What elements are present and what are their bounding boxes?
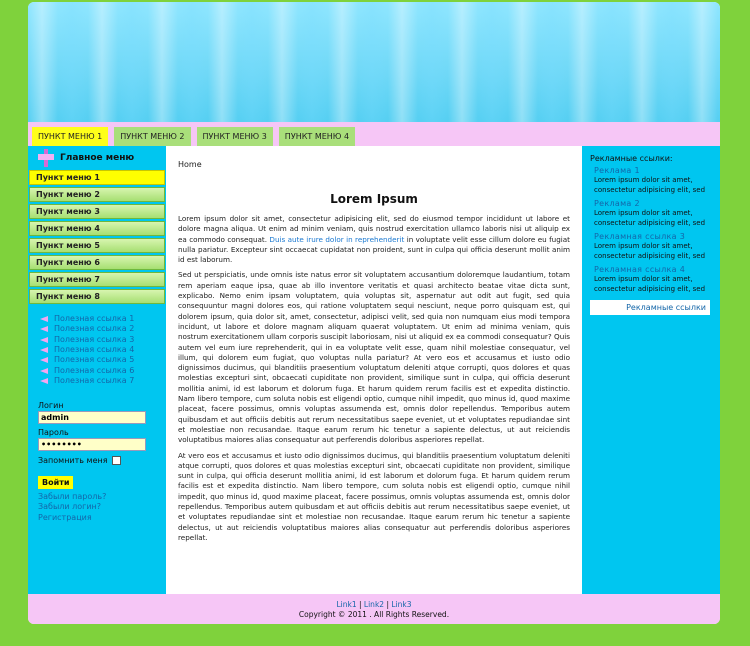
- arrow-left-icon: [40, 347, 48, 353]
- login-button[interactable]: Войти: [38, 476, 73, 489]
- ad-title[interactable]: Рекламная ссылка 4: [594, 265, 686, 274]
- site: [28, 2, 720, 624]
- useful-link[interactable]: Полезная ссылка 5: [40, 355, 166, 365]
- top-navigation: [28, 122, 720, 146]
- sidebar-item-1[interactable]: Пункт меню 1: [29, 170, 165, 185]
- arrow-left-icon: [40, 378, 48, 384]
- ad-text: Lorem ipsum dolor sit amet, consectetur adipisicing elit, sed: [594, 242, 706, 260]
- login-form: [28, 386, 166, 523]
- main-content: [166, 146, 582, 594]
- paragraph-1: Lorem ipsum dolor sit amet, consectetur adipisicing elit, sed do eiusmod tempor incididunt ut labore et dolore magna aliqua. Ut enim ad minim veniam, quis nostrud exercitation ullamco laboris nisi ut aliquip ex ea commodo consequat. Duis aute irure dolor in reprehenderit in voluptate velit esse cillum dolore eu fugiat nulla pariatur. Excepteur sint occaecat cupidatat non proident, sunt in culpa qui officia deserunt mollit anim id est laborum.: [178, 214, 570, 265]
- login-input[interactable]: admin: [38, 411, 146, 424]
- remember-checkbox[interactable]: [112, 456, 121, 465]
- ad-text: Lorem ipsum dolor sit amet, consectetur adipisicing elit, sed: [594, 176, 706, 194]
- page-title: Lorem Ipsum: [330, 192, 418, 206]
- footer-links: Link1 | Link2 | Link3: [336, 600, 412, 609]
- footer-link-1[interactable]: Link1: [336, 600, 357, 609]
- register-link[interactable]: Регистрация: [38, 512, 92, 522]
- useful-link[interactable]: Полезная ссылка 6: [40, 365, 166, 375]
- arrow-left-icon: [40, 326, 48, 332]
- arrow-left-icon: [40, 368, 48, 374]
- ads-heading: Рекламные ссылки:: [590, 154, 673, 163]
- login-label: Логин: [38, 401, 64, 411]
- arrow-left-icon: [40, 316, 48, 322]
- inline-link[interactable]: Duis aute irure dolor in reprehenderit: [269, 234, 405, 244]
- left-sidebar: [28, 146, 166, 594]
- sidebar-item-4[interactable]: Пункт меню 4: [29, 221, 165, 236]
- ad-title[interactable]: Рекламная ссылка 3: [594, 232, 686, 241]
- copyright: Copyright © 2011 . All Rights Reserved.: [298, 610, 450, 619]
- ad-title[interactable]: Реклама 2: [594, 199, 640, 208]
- ads-button[interactable]: Рекламные ссылки: [590, 300, 710, 315]
- password-input[interactable]: ••••••••: [38, 438, 146, 451]
- tab-menu-2[interactable]: ПУНКТ МЕНЮ 2: [114, 127, 190, 146]
- tab-menu-4[interactable]: ПУНКТ МЕНЮ 4: [279, 127, 355, 146]
- password-label: Пароль: [38, 428, 69, 438]
- arrow-left-icon: [40, 357, 48, 363]
- useful-link[interactable]: Полезная ссылка 4: [40, 345, 166, 355]
- sidebar-item-6[interactable]: Пункт меню 6: [29, 255, 165, 270]
- main-menu-heading: [28, 146, 166, 170]
- header-banner: [28, 2, 720, 122]
- footer-link-3[interactable]: Link3: [391, 600, 412, 609]
- menu-flag-icon: [38, 149, 54, 167]
- ad-title[interactable]: Реклама 1: [594, 166, 640, 175]
- footer: [28, 594, 720, 624]
- useful-link[interactable]: Полезная ссылка 7: [40, 376, 166, 386]
- sidebar-item-2[interactable]: Пункт меню 2: [29, 187, 165, 202]
- forgot-login-link[interactable]: Забыли логин?: [38, 502, 102, 512]
- paragraph-2: Sed ut perspiciatis, unde omnis iste natus error sit voluptatem accusantium doloremque laudantium, totam rem aperiam eaque ipsa, quae ab illo inventore veritatis et quasi architecto beatae vitae dicta sunt, explicabo. Nemo enim ipsam voluptatem, quia voluptas sit, aspernatur aut odit aut fugit, sed quia consequuntur magni dolores eos, qui ratione voluptatem sequi nesciunt, neque porro quisquam est, qui dolorem ipsum, quia dolor sit, amet, consectetur, adipisci velit, sed quia non numquam eius modi tempora incidunt, ut labore et dolore magnam aliquam quaerat voluptatem. Ut enim ad minima veniam, quis nostrum exercitationem ullam corporis suscipit laboriosam, nisi ut aliquid ex ea commodi consequatur? Quis autem vel eum iure reprehenderit, qui in ea voluptate velit esse, quam nihil molestiae consequatur, vel illum, qui dolorem eum fugiat, quo voluptas nulla pariatur? At vero eos et accusamus et iusto odio dignissimos ducimus, qui blanditiis praesentium voluptatum deleniti atque corrupti, quos dolores et quas molestias excepturi sint, obcaecati cupiditate non provident, similique sunt in culpa, qui officia deserunt mollitia animi, id est laborum et dolorum fuga. Et harum quidem rerum facilis est et expedita distinctio. Nam libero tempore, cum soluta nobis est eligendi optio, cumque nihil impedit, quo minus id, quod maxime placeat, facere possimus, omnis voluptas assumenda est, omnis dolor repellendus. Temporibus autem quibusdam et aut officiis debitis aut rerum necessitatibus saepe eveniet, ut et voluptates repudiandae sint et molestiae non recusandae. Itaque earum rerum hic tenetur a sapiente delectus, ut aut reiciendis voluptatibus maiores alias consequatur aut perferendis doloribus asperiores repellat.: [178, 270, 570, 445]
- remember-me: [38, 454, 166, 466]
- tab-menu-3[interactable]: ПУНКТ МЕНЮ 3: [197, 127, 273, 146]
- ad-text: Lorem ipsum dolor sit amet, consectetur adipisicing elit, sed: [594, 209, 706, 227]
- sidebar-item-8[interactable]: Пункт меню 8: [29, 289, 165, 304]
- useful-link[interactable]: Полезная ссылка 3: [40, 335, 166, 345]
- footer-link-2[interactable]: Link2: [363, 600, 385, 609]
- tab-menu-1[interactable]: ПУНКТ МЕНЮ 1: [32, 127, 108, 146]
- ad-text: Lorem ipsum dolor sit amet, consectetur adipisicing elit, sed: [594, 275, 706, 293]
- useful-link[interactable]: Полезная ссылка 2: [40, 324, 166, 334]
- useful-link[interactable]: Полезная ссылка 1: [40, 314, 166, 324]
- breadcrumb[interactable]: Home: [178, 160, 202, 169]
- right-sidebar: [582, 146, 720, 594]
- paragraph-3: At vero eos et accusamus et iusto odio dignissimos ducimus, qui blanditiis praesentium voluptatum deleniti atque corrupti, quos dolores et quas molestias excepturi sint, obcaecati cupiditate non provident, similique sunt in culpa, qui officia deserunt mollitia animi, id est laborum et dolorum fuga. Et harum quidem rerum facilis est et expedita distinctio. Nam libero tempore, cum soluta nobis est eligendi optio, cumque nihil impedit, quo minus id, quod maxime placeat, facere possimus, omnis voluptas assumenda est, omnis dolor repellendus. Temporibus autem quibusdam et aut officiis debitis aut rerum necessitatibus saepe eveniet, ut et voluptates repudiandae sint et molestiae non recusandae. Itaque earum rerum hic tenetur a sapiente delectus, ut aut reiciendis voluptatibus maiores alias consequatur aut perferendis doloribus asperiores repellat.: [178, 450, 570, 542]
- main-menu-title: Главное меню: [60, 153, 135, 163]
- remember-label: Запомнить меня: [38, 455, 108, 465]
- arrow-left-icon: [40, 337, 48, 343]
- useful-links: [28, 306, 166, 386]
- sidebar-item-7[interactable]: Пункт меню 7: [29, 272, 165, 287]
- forgot-password-link[interactable]: Забыли пароль?: [38, 492, 107, 502]
- sidebar-item-5[interactable]: Пункт меню 5: [29, 238, 165, 253]
- sidebar-item-3[interactable]: Пункт меню 3: [29, 204, 165, 219]
